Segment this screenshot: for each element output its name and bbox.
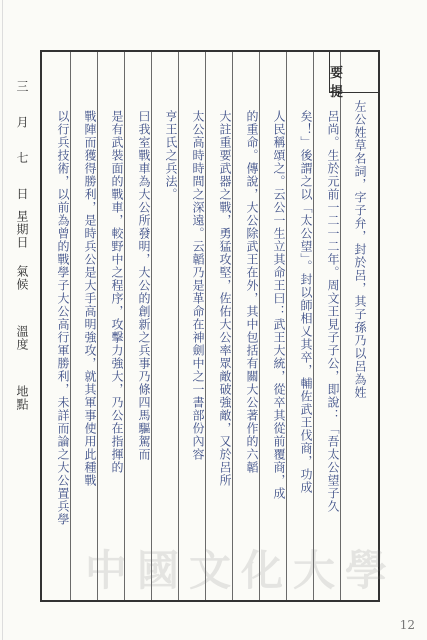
handwritten-column: 的重命。傳說，大公除武王在外，其中包括有關大公著作的六韜	[245, 110, 259, 474]
month-day-label: 三 月 七 日	[15, 80, 29, 210]
handwritten-column: 太公高時時間之深遠。云韜乃是革命在神劍中之一書部份內容	[191, 110, 205, 461]
handwritten-column: 矣！」後謂之以「太公望」。封以師相乂其卒，輔佐武王伐商，功成	[299, 110, 313, 494]
page-number: 12	[399, 618, 415, 632]
handwritten-column: 是有武裝面的戰車，較野中之程序，攻擊力強大，乃公在指揮的	[110, 110, 124, 474]
weather-label: 氣候	[15, 265, 29, 291]
university-watermark: 中國文化大學	[85, 546, 398, 595]
handwritten-column: 曰我室戰車為大公所發明，大公的創新之兵事乃條四馬驅駕而	[137, 110, 151, 461]
summary-header-label: 要 提	[330, 66, 352, 100]
temperature-label: 溫度	[15, 325, 29, 351]
handwritten-column: 戰陣而獲得勝利，是時兵公是大手高明強攻，就其軍事使用此種戰	[83, 110, 97, 487]
handwritten-column: 呂尚。生於元前一二一二年。周文王見子子公，即說：「吾太公望子久	[326, 110, 340, 513]
ruled-frame	[40, 50, 380, 602]
summary-header-box	[329, 52, 378, 100]
handwritten-column: 亨王氏之兵法。	[164, 110, 178, 201]
location-label: 地點	[15, 385, 29, 411]
handwritten-column: 人民稱頌之。云公一生立其命王曰：武王大統，從卒其從前覆商，成	[272, 110, 286, 500]
weekday-label: 星期日	[15, 210, 29, 249]
handwritten-column: 以行兵技術，以前為曾的戰學子大公高行軍勝利，未詳而論之大公置兵學	[56, 110, 70, 526]
handwritten-column: 左公姓草名詞，字子弁，封於呂，其子孫乃以呂為姓	[353, 100, 367, 399]
handwritten-column: 大註重要武器之戰，勇猛攻堅，佐佑大公率眾敵破強敵，又於呂所	[218, 110, 232, 487]
